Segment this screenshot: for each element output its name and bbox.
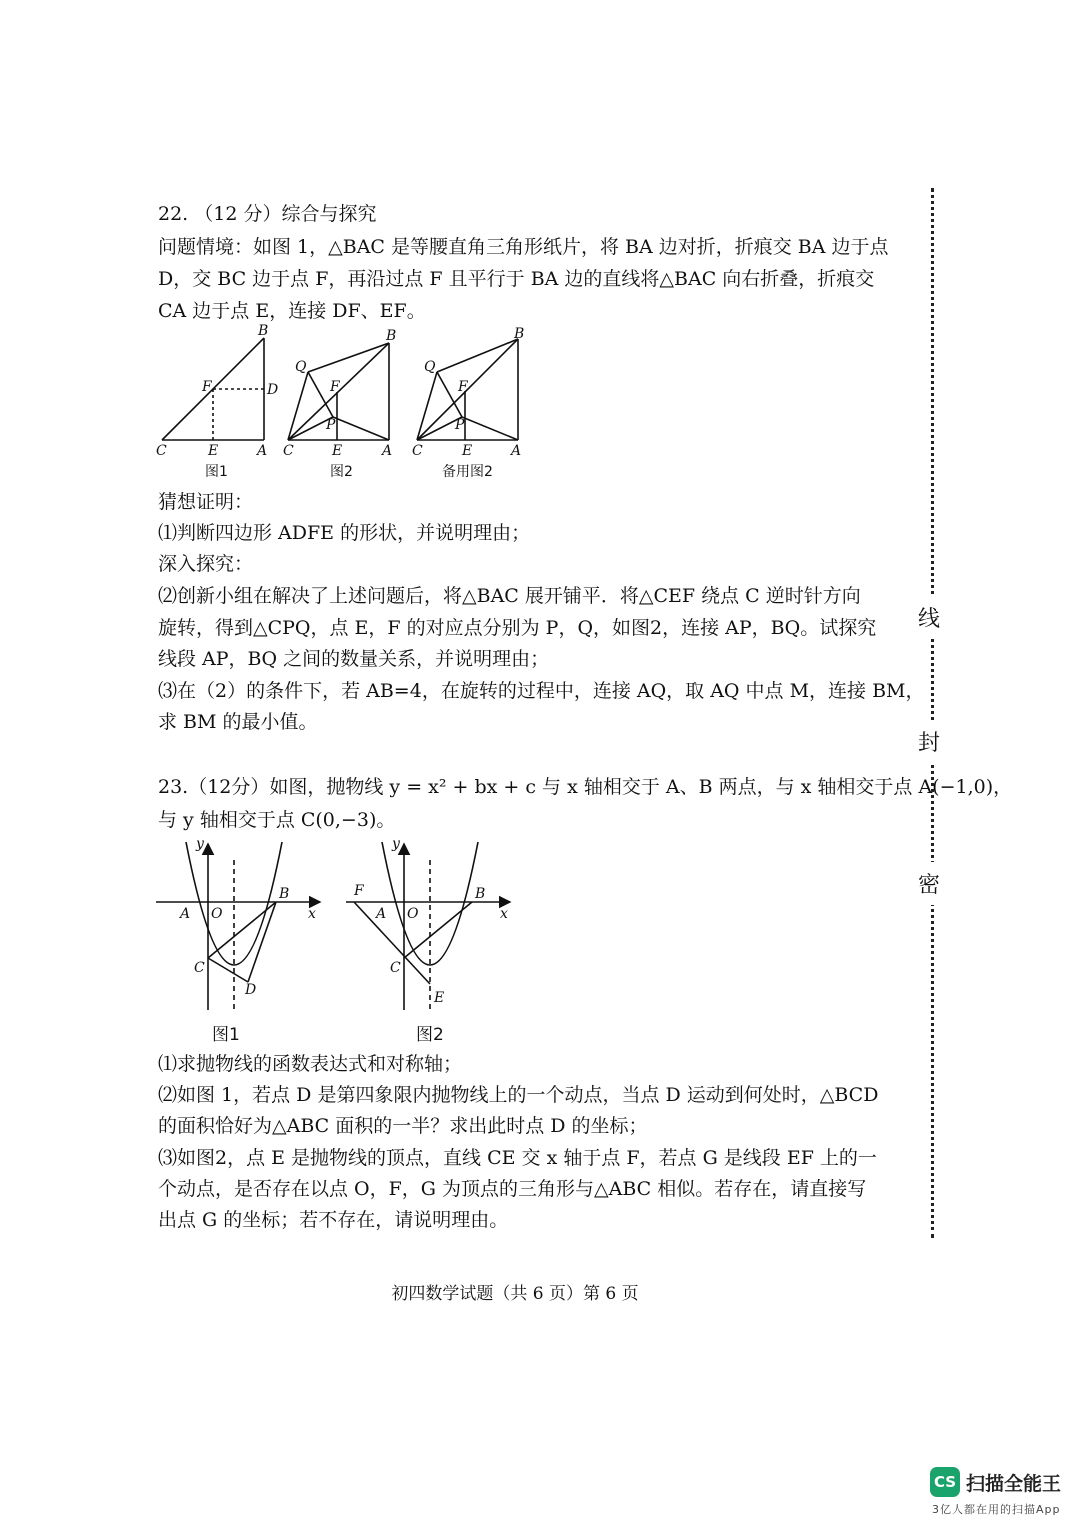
fig2-label-y: y	[392, 836, 400, 852]
fig3-label-f: F	[458, 379, 468, 395]
fig3-ap	[462, 417, 518, 440]
fig2-label-q: Q	[295, 359, 307, 375]
q22-fig1	[162, 338, 264, 440]
q23-fig1-caption: 图1	[212, 1025, 240, 1045]
q23-part1: ⑴求抛物线的函数表达式和对称轴；	[158, 1053, 463, 1075]
q23-part3-line2: 个动点，是否存在以点 O，F，G 为顶点的三角形与△ABC 相似。若存在，请直接写	[158, 1178, 867, 1200]
fig1-label-b: B	[279, 886, 290, 902]
q23-fig2	[346, 842, 510, 1010]
q22-intro-line2: D，交 BC 边于点 F，再沿过点 F 且平行于 BA 边的直线将△BAC 向右折叠，折痕交	[158, 268, 875, 290]
fig1-label-c: C	[156, 443, 167, 459]
page-footer: 初四数学试题（共 6 页）第 6 页	[391, 1284, 639, 1304]
q23-line2: 与 y 轴相交于点 C(0,−3)。	[158, 809, 396, 831]
fig2-ap	[333, 417, 389, 440]
fig3-label-a: A	[511, 443, 522, 459]
q22-title: 22. （12 分）综合与探究	[158, 203, 377, 225]
q23-fig1	[156, 842, 320, 1010]
fig3-label-q: Q	[424, 359, 436, 375]
fig3-label-e: E	[462, 443, 473, 459]
fig2-label-a: A	[382, 443, 393, 459]
binding-char-feng: 封	[918, 720, 940, 763]
q22-fig3-caption: 备用图2	[442, 464, 493, 480]
fig1-label-a: A	[180, 906, 191, 922]
q23-part3-line3: 出点 G 的坐标；若不存在，请说明理由。	[158, 1209, 509, 1231]
fig1-label-y: y	[196, 836, 204, 852]
fig1-label-e: E	[208, 443, 219, 459]
binding-dotted-line	[931, 188, 934, 1238]
fig1-label-o: O	[211, 906, 223, 922]
q23-part2-line1: ⑵如图 1，若点 D 是第四象限内抛物线上的一个动点，当点 D 运动到何处时，△BCD	[158, 1084, 879, 1106]
q22-fig1-caption: 图1	[205, 464, 228, 480]
fig3-label-c: C	[412, 443, 423, 459]
fig2-label-f: F	[330, 379, 340, 395]
scanner-watermark	[930, 1467, 1062, 1519]
fig2-label-e: E	[332, 443, 343, 459]
fig2-label-f: F	[354, 883, 364, 899]
fig2-bq	[308, 343, 389, 372]
q22-section1: 猜想证明：	[158, 491, 254, 513]
q23-figures	[150, 836, 530, 1050]
fig2-label-c: C	[390, 960, 401, 976]
q22-fig2-caption: 图2	[330, 464, 353, 480]
fig2-label-c: C	[283, 443, 294, 459]
q22-intro-line1: 问题情境：如图 1，△BAC 是等腰直角三角形纸片，将 BA 边对折，折痕交 BA 边于点	[158, 236, 889, 258]
fig1-label-a: A	[257, 443, 268, 459]
q22-part2-line3: 线段 AP，BQ 之间的数量关系，并说明理由；	[158, 648, 550, 670]
q22-part1: ⑴判断四边形 ADFE 的形状，并说明理由；	[158, 522, 531, 544]
q23-line1: 23.（12分）如图，抛物线 y = x² + bx + c 与 x 轴相交于 A、B 两点，与 x 轴相交于点 A(−1,0)，	[158, 776, 1013, 798]
q22-intro-line3: CA 边于点 E，连接 DF、EF。	[158, 300, 426, 322]
q23-part3-line1: ⑶如图2，点 E 是抛物线的顶点，直线 CE 交 x 轴于点 F，若点 G 是线段 EF 上的一	[158, 1147, 877, 1169]
q22-section2: 深入探究：	[158, 553, 254, 575]
camscanner-logo-icon: CS	[930, 1467, 960, 1497]
fig2-label-e: E	[434, 990, 445, 1006]
q22-figures	[150, 325, 540, 485]
watermark-name: 扫描全能王	[966, 1473, 1062, 1495]
q23-fig2-caption: 图2	[416, 1025, 444, 1045]
fig1-label-f: F	[202, 379, 212, 395]
q22-part3-line1: ⑶在（2）的条件下，若 AB=4，在旋转的过程中，连接 AQ，取 AQ 中点 M，连接 BM，	[158, 680, 925, 702]
fig1-label-b: B	[258, 323, 269, 339]
fig2-label-a: A	[376, 906, 387, 922]
fig2-label-b: B	[475, 886, 486, 902]
binding-char-mi: 密	[918, 862, 940, 905]
binding-char-xian: 线	[918, 596, 940, 639]
fig1-label-d: D	[245, 982, 257, 998]
q22-part2-line1: ⑵创新小组在解决了上述问题后，将△BAC 展开铺平．将△CEF 绕点 C 逆时针方向	[158, 585, 861, 607]
fig3-bq	[437, 339, 518, 372]
fig3-label-p: P	[455, 417, 465, 433]
q23-figures-svg	[150, 836, 530, 1050]
fig2-label-x: x	[500, 906, 508, 922]
fig3-label-b: B	[514, 326, 525, 342]
fig1-label-d: D	[267, 382, 279, 398]
q23-part2-line2: 的面积恰好为△ABC 面积的一半？求出此时点 D 的坐标；	[158, 1115, 648, 1137]
fig1-label-x: x	[308, 906, 316, 922]
fig1-label-c: C	[194, 960, 205, 976]
fig2-label-p: P	[326, 417, 336, 433]
fig2-label-o: O	[407, 906, 419, 922]
watermark-tagline: 3亿人都在用的扫描App	[932, 1503, 1061, 1516]
fig2-label-b: B	[386, 328, 397, 344]
q22-part3-line2: 求 BM 的最小值。	[158, 711, 318, 733]
q22-part2-line2: 旋转，得到△CPQ，点 E，F 的对应点分别为 P，Q，如图2，连接 AP，BQ。试探究	[158, 617, 877, 639]
